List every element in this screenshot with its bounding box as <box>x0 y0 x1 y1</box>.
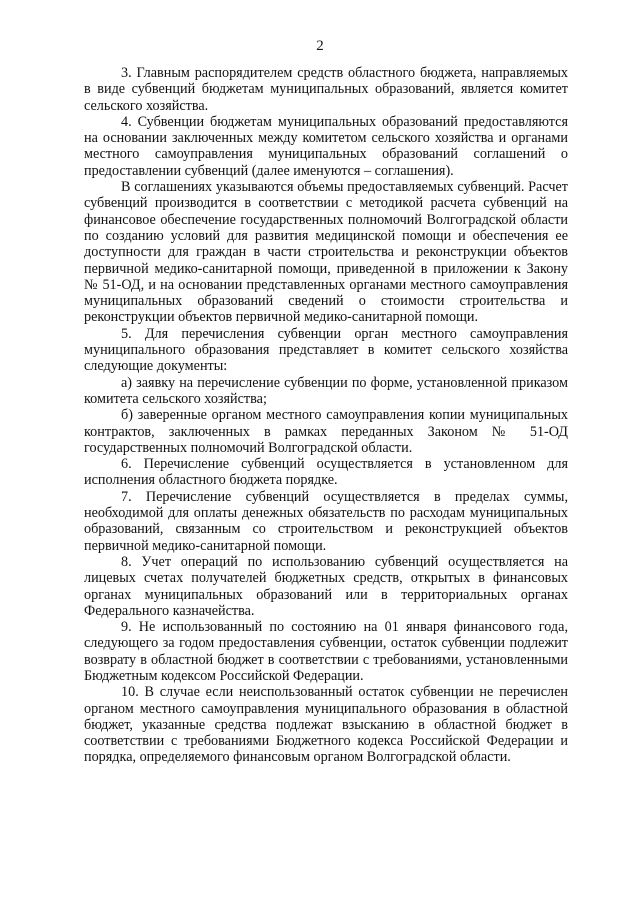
paragraph-3: 3. Главным распорядителем средств областного бюджета, направляемых в виде субвенций бюджетам муниципальных образований, является комитет сельского хозяйства. <box>84 65 568 114</box>
paragraph-6: 6. Перечисление субвенций осуществляется в установленном для исполнения областного бюджета порядке. <box>84 456 568 489</box>
paragraph-8: 8. Учет операций по использованию субвенций осуществляется на лицевых счетах получателей бюджетных средств, открытых в финансовых органах муниципальных образований или в территориальных органах Федерального казначейства. <box>84 553 568 619</box>
paragraph-10: 10. В случае если неиспользованный остаток субвенции не перечислен органом местного самоуправления муниципального образования в областной бюджет, указанные средства подлежат взысканию в областной бюджет в соответствии с требованиями Бюджетного кодекса Российской Федерации и порядка, определяемого финансовым органом Волгоградской области. <box>84 684 568 766</box>
paragraph-5a: а) заявку на перечисление субвенции по форме, установленной приказом комитета сельского хозяйства; <box>84 374 568 407</box>
document-body <box>84 65 568 766</box>
paragraph-9: 9. Не использованный по состоянию на 01 января финансового года, следующего за годом предоставления субвенции, остаток субвенции подлежит возврату в областной бюджет в соответствии с требованиями, установленными Бюджетным кодексом Российской Федерации. <box>84 619 568 684</box>
paragraph-5: 5. Для перечисления субвенции орган местного самоуправления муниципального образования представляет в комитет сельского хозяйства следующие документы: <box>84 325 568 375</box>
page-number: 2 <box>316 38 324 54</box>
paragraph-5b: б) заверенные органом местного самоуправления копии муниципальных контрактов, заключенных в рамках переданных Законом № 51-ОД государственных полномочий Волгоградской области. <box>84 407 568 456</box>
paragraph-4: 4. Субвенции бюджетам муниципальных образований предоставляются на основании заключенных между комитетом сельского хозяйства и органами местного самоуправления муниципальных образований соглашений о предоставлении субвенций (далее именуются – соглашения). <box>84 113 568 179</box>
paragraph-7: 7. Перечисление субвенций осуществляется в пределах суммы, необходимой для оплаты денежных обязательств по расходам муниципальных образований, связанным со строительством и реконструкцией объектов первичной медико-санитарной помощи. <box>84 488 568 554</box>
paragraph-agreements: В соглашениях указываются объемы предоставляемых субвенций. Расчет субвенций производится в соответствии с методикой расчета субвенций на финансовое обеспечение государственных полномочий Волгоградской области по созданию условий для развития медицинской помощи и обеспечения ее доступности для граждан в части строительства и реконструкции объектов первичной медико-санитарной помощи, приведенной в приложении к Закону № 51-ОД, и на основании представленных органами местного самоуправления муниципальных образований сведений о стоимости строительства и реконструкции объектов первичной медико-санитарной помощи. <box>84 179 568 326</box>
